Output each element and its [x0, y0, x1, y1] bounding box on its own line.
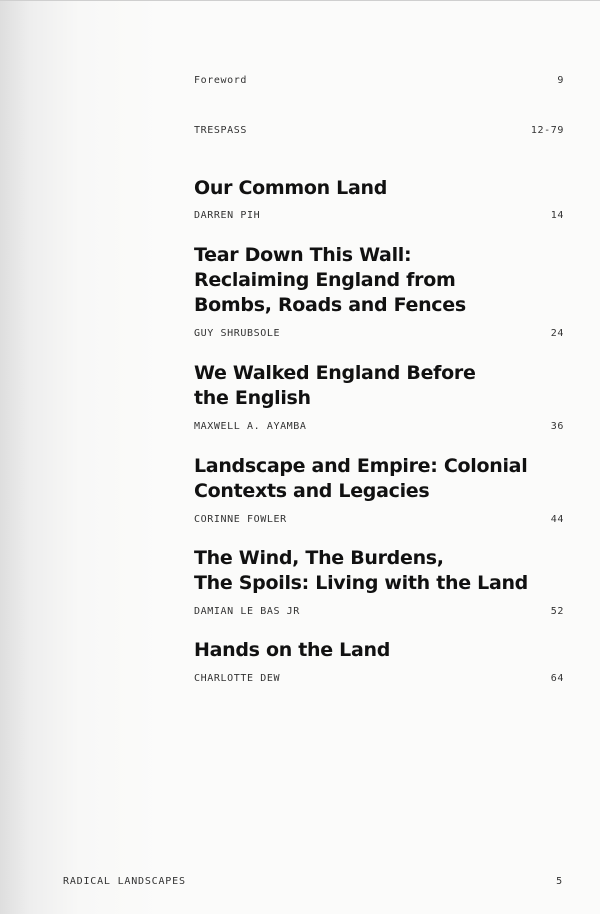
entry-meta — [194, 210, 564, 221]
section-pages: 12-79 — [530, 125, 564, 136]
entry-page: 14 — [550, 210, 564, 221]
section-label: TRESPASS — [194, 125, 247, 136]
entry-title[interactable] — [194, 638, 564, 663]
entry-author: MAXWELL A. AYAMBA — [194, 421, 307, 432]
title-line: We Walked England Before — [194, 362, 476, 384]
entry-title[interactable] — [194, 243, 564, 318]
entry-page: 24 — [550, 328, 564, 339]
entry-meta — [194, 606, 564, 617]
title-line: Landscape and Empire: Colonial — [194, 455, 528, 477]
foreword-row[interactable] — [194, 75, 564, 86]
entry-author: CHARLOTTE DEW — [194, 673, 281, 684]
title-line: Contexts and Legacies — [194, 480, 430, 502]
entry-author: CORINNE FOWLER — [194, 514, 287, 525]
entry-meta — [194, 421, 564, 432]
entry-title[interactable] — [194, 454, 564, 504]
title-line: Tear Down This Wall: — [194, 244, 412, 266]
entry-author: DARREN PIH — [194, 210, 261, 221]
title-line: Hands on the Land — [194, 639, 391, 661]
entry-meta — [194, 328, 564, 339]
entry-page: 36 — [550, 421, 564, 432]
entry-title[interactable] — [194, 176, 564, 201]
footer-page-number: 5 — [556, 876, 563, 887]
entry-page: 44 — [550, 514, 564, 525]
entry-meta — [194, 514, 564, 525]
title-line: Reclaiming England from — [194, 269, 456, 291]
title-line: Bombs, Roads and Fences — [194, 294, 466, 316]
entry-title[interactable] — [194, 546, 564, 596]
section-row[interactable] — [194, 125, 564, 136]
title-line: The Spoils: Living with the Land — [194, 572, 528, 594]
entry-page: 64 — [550, 673, 564, 684]
title-line: The Wind, The Burdens, — [194, 547, 444, 569]
entry-meta — [194, 673, 564, 684]
entry-author: DAMIAN LE BAS JR — [194, 606, 300, 617]
page-footer — [63, 876, 563, 887]
title-line: the English — [194, 387, 311, 409]
entry-page: 52 — [550, 606, 564, 617]
title-line: Our Common Land — [194, 177, 388, 199]
entry-title[interactable] — [194, 361, 564, 411]
foreword-label: Foreword — [194, 75, 247, 86]
footer-book-title: RADICAL LANDSCAPES — [63, 876, 186, 887]
table-of-contents — [194, 0, 564, 914]
entry-author: GUY SHRUBSOLE — [194, 328, 281, 339]
foreword-page: 9 — [557, 75, 564, 86]
